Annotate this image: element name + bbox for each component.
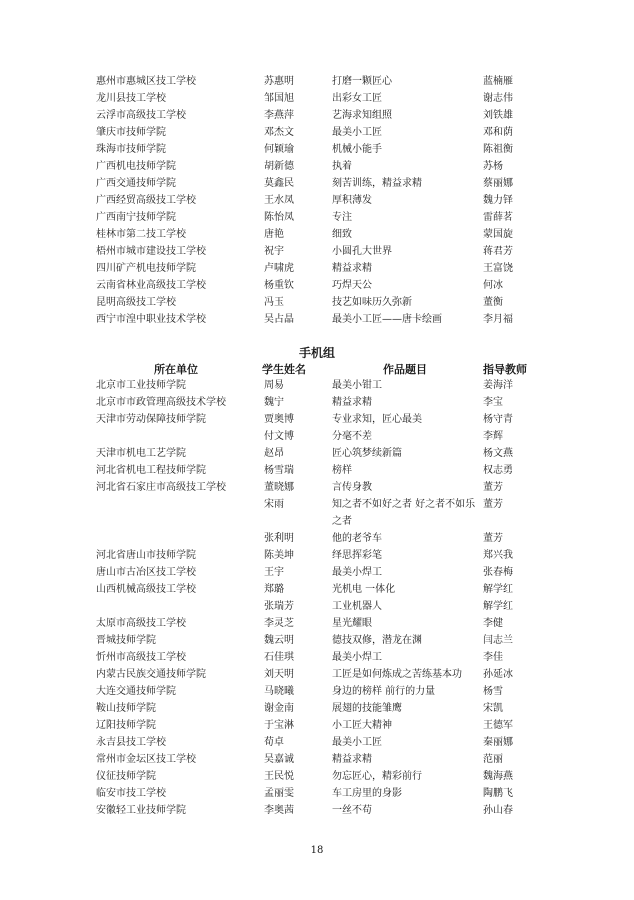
school-cell: 珠海市技师学院 bbox=[96, 144, 166, 155]
student-cell: 杨重钦 bbox=[264, 280, 294, 291]
header-teacher: 指导教师 bbox=[483, 363, 527, 376]
student-cell: 孟丽雯 bbox=[264, 788, 294, 799]
title-cell: 身边的榜样 前行的力量 bbox=[332, 686, 436, 697]
title-cell: 分毫不差 bbox=[332, 431, 372, 442]
teacher-cell: 范丽 bbox=[483, 754, 503, 765]
table-row bbox=[0, 311, 634, 328]
school-cell: 辽阳技师学院 bbox=[96, 720, 156, 731]
teacher-cell: 杨守青 bbox=[483, 414, 513, 425]
title-cell: 匠心筑梦续新篇 bbox=[332, 448, 402, 459]
teacher-cell: 魏海燕 bbox=[483, 771, 513, 782]
title-cell: 精益求精 bbox=[332, 397, 372, 408]
title-cell: 勿忘匠心，精彩前行 bbox=[332, 771, 422, 782]
teacher-cell: 王德军 bbox=[483, 720, 513, 731]
school-cell: 广西交通技师学院 bbox=[96, 178, 176, 189]
school-cell: 北京市市政管理高级技术学校 bbox=[96, 397, 226, 408]
title-cell: 小圆孔大世界 bbox=[332, 246, 392, 257]
school-cell: 天津市机电工艺学院 bbox=[96, 448, 186, 459]
table-row bbox=[0, 632, 634, 649]
title-cell: 最美小工匠 bbox=[332, 127, 382, 138]
title-cell: 知之者不如好之者 好之者不如乐之者 bbox=[332, 499, 476, 527]
student-cell: 莫鑫民 bbox=[264, 178, 294, 189]
title-cell: 光机电 一体化 bbox=[332, 584, 396, 595]
school-cell: 惠州市惠城区技工学校 bbox=[96, 76, 196, 87]
header-title: 作品题目 bbox=[383, 363, 427, 376]
teacher-cell: 董芳 bbox=[483, 499, 503, 510]
table-row bbox=[0, 294, 634, 311]
student-cell: 马晓曦 bbox=[264, 686, 294, 697]
school-cell: 临安市技工学校 bbox=[96, 788, 166, 799]
school-cell: 太原市高级技工学校 bbox=[96, 618, 186, 629]
table-row bbox=[0, 243, 634, 260]
school-cell: 大连交通技师学院 bbox=[96, 686, 176, 697]
table-row bbox=[0, 683, 634, 700]
school-cell: 山西机械高级技工学校 bbox=[96, 584, 196, 595]
teacher-cell: 闫志兰 bbox=[483, 635, 513, 646]
table-row bbox=[0, 445, 634, 462]
title-cell: 专业求知，匠心最美 bbox=[332, 414, 422, 425]
table-row bbox=[0, 260, 634, 277]
title-cell: 一丝不苟 bbox=[332, 805, 372, 816]
student-cell: 苏惠明 bbox=[264, 76, 294, 87]
title-cell: 星光耀眼 bbox=[332, 618, 372, 629]
student-cell: 邹国旭 bbox=[264, 93, 294, 104]
teacher-cell: 蔡丽娜 bbox=[483, 178, 513, 189]
teacher-cell: 李月福 bbox=[483, 314, 513, 325]
table-row bbox=[0, 158, 634, 175]
student-cell: 张利明 bbox=[264, 533, 294, 544]
student-cell: 祝宇 bbox=[264, 246, 284, 257]
table-row bbox=[0, 479, 634, 496]
title-cell: 言传身教 bbox=[332, 482, 372, 493]
table-row bbox=[0, 530, 634, 547]
table-row bbox=[0, 717, 634, 734]
teacher-cell: 杨文燕 bbox=[483, 448, 513, 459]
table-row bbox=[0, 107, 634, 124]
student-cell: 胡新德 bbox=[264, 161, 294, 172]
student-cell: 陈美坤 bbox=[264, 550, 294, 561]
title-cell: 厚积薄发 bbox=[332, 195, 372, 206]
school-cell: 广西经贸高级技工学校 bbox=[96, 195, 196, 206]
student-cell: 董晓娜 bbox=[264, 482, 294, 493]
student-cell: 李燕萍 bbox=[264, 110, 294, 121]
student-cell: 付文博 bbox=[264, 431, 294, 442]
teacher-cell: 孙山春 bbox=[483, 805, 513, 816]
student-cell: 贾奥博 bbox=[264, 414, 294, 425]
student-cell: 张瑞芳 bbox=[264, 601, 294, 612]
page-number: 18 bbox=[310, 845, 324, 856]
awards-table-continued bbox=[0, 73, 634, 328]
teacher-cell: 郑兴我 bbox=[483, 550, 513, 561]
student-cell: 谢金南 bbox=[264, 703, 294, 714]
table-row bbox=[0, 802, 634, 819]
teacher-cell: 蓝楠雁 bbox=[483, 76, 513, 87]
table-row bbox=[0, 751, 634, 768]
school-cell: 晋城技师学院 bbox=[96, 635, 156, 646]
teacher-cell: 孙延冰 bbox=[483, 669, 513, 680]
student-cell: 赵昂 bbox=[264, 448, 284, 459]
section-title: 手机组 bbox=[298, 346, 335, 360]
title-cell: 专注 bbox=[332, 212, 352, 223]
teacher-cell: 董芳 bbox=[483, 482, 503, 493]
school-cell: 内蒙古民族交通技师学院 bbox=[96, 669, 206, 680]
school-cell: 河北省唐山市技师学院 bbox=[96, 550, 196, 561]
table-row bbox=[0, 175, 634, 192]
teacher-cell: 邓和荫 bbox=[483, 127, 513, 138]
title-cell: 精益求精 bbox=[332, 263, 372, 274]
table-row bbox=[0, 564, 634, 581]
student-cell: 卢啸虎 bbox=[264, 263, 294, 274]
teacher-cell: 姜海洋 bbox=[483, 380, 513, 391]
school-cell: 永吉县技工学校 bbox=[96, 737, 166, 748]
table-row bbox=[0, 277, 634, 294]
school-cell: 云南省林业高级技工学校 bbox=[96, 280, 206, 291]
student-cell: 李灵芝 bbox=[264, 618, 294, 629]
table-row bbox=[0, 666, 634, 683]
header-school: 所在单位 bbox=[154, 363, 198, 376]
title-cell: 艺海求知组照 bbox=[332, 110, 392, 121]
school-cell: 桂林市第二技工学校 bbox=[96, 229, 186, 240]
school-cell: 云浮市高级技工学校 bbox=[96, 110, 186, 121]
teacher-cell: 刘铁雄 bbox=[483, 110, 513, 121]
student-cell: 王水凤 bbox=[264, 195, 294, 206]
title-cell: 工匠是如何炼成之苦练基本功 bbox=[332, 669, 462, 680]
table-row bbox=[0, 209, 634, 226]
title-cell: 出彩女工匠 bbox=[332, 93, 382, 104]
title-cell: 精益求精 bbox=[332, 754, 372, 765]
teacher-cell: 杨雪 bbox=[483, 686, 503, 697]
school-cell: 西宁市湟中职业技术学校 bbox=[96, 314, 206, 325]
student-cell: 李奥茜 bbox=[264, 805, 294, 816]
table-row bbox=[0, 700, 634, 717]
title-cell: 巧焊天公 bbox=[332, 280, 372, 291]
school-cell: 唐山市古冶区技工学校 bbox=[96, 567, 196, 578]
student-cell: 陈怡凤 bbox=[264, 212, 294, 223]
teacher-cell: 魏力铎 bbox=[483, 195, 513, 206]
title-cell: 最美小焊工 bbox=[332, 567, 382, 578]
title-cell: 刻苦训练，精益求精 bbox=[332, 178, 422, 189]
title-cell: 技艺如味历久弥新 bbox=[332, 297, 412, 308]
table-row bbox=[0, 462, 634, 479]
title-cell: 绎思挥彩笔 bbox=[332, 550, 382, 561]
school-cell: 鞍山技师学院 bbox=[96, 703, 156, 714]
student-cell: 魏云明 bbox=[264, 635, 294, 646]
student-cell: 石佳琪 bbox=[264, 652, 294, 663]
teacher-cell: 陶鹏飞 bbox=[483, 788, 513, 799]
school-cell: 昆明高级技工学校 bbox=[96, 297, 176, 308]
teacher-cell: 何冰 bbox=[483, 280, 503, 291]
school-cell: 河北省石家庄市高级技工学校 bbox=[96, 482, 226, 493]
table-row bbox=[0, 226, 634, 243]
student-cell: 王宇 bbox=[264, 567, 284, 578]
school-cell: 仪征技师学院 bbox=[96, 771, 156, 782]
school-cell: 常州市金坛区技工学校 bbox=[96, 754, 196, 765]
student-cell: 魏宁 bbox=[264, 397, 284, 408]
student-cell: 周易 bbox=[264, 380, 284, 391]
student-cell: 何颖瑜 bbox=[264, 144, 294, 155]
title-cell: 执着 bbox=[332, 161, 352, 172]
teacher-cell: 权志勇 bbox=[483, 465, 513, 476]
table-row bbox=[0, 496, 634, 530]
title-cell: 小工匠大精神 bbox=[332, 720, 392, 731]
student-cell: 吴嘉诚 bbox=[264, 754, 294, 765]
title-cell: 最美小工匠——唐卡绘画 bbox=[332, 314, 442, 325]
student-cell: 吴占晶 bbox=[264, 314, 294, 325]
title-cell: 机械小能手 bbox=[332, 144, 382, 155]
teacher-cell: 陈祖衡 bbox=[483, 144, 513, 155]
table-row bbox=[0, 124, 634, 141]
teacher-cell: 谢志伟 bbox=[483, 93, 513, 104]
teacher-cell: 解学红 bbox=[483, 584, 513, 595]
title-cell: 德技双修，潜龙在渊 bbox=[332, 635, 422, 646]
table-row bbox=[0, 73, 634, 90]
teacher-cell: 董芳 bbox=[483, 533, 503, 544]
table-row bbox=[0, 785, 634, 802]
teacher-cell: 苏杨 bbox=[483, 161, 503, 172]
teacher-cell: 李佳 bbox=[483, 652, 503, 663]
title-cell: 最美小工匠 bbox=[332, 737, 382, 748]
teacher-cell: 李宝 bbox=[483, 397, 503, 408]
student-cell: 荀卓 bbox=[264, 737, 284, 748]
teacher-cell: 秦丽娜 bbox=[483, 737, 513, 748]
table-row bbox=[0, 734, 634, 751]
school-cell: 天津市劳动保障技师学院 bbox=[96, 414, 206, 425]
title-cell: 榜样 bbox=[332, 465, 352, 476]
title-cell: 打磨一颗匠心 bbox=[332, 76, 392, 87]
school-cell: 安徽轻工业技师学院 bbox=[96, 805, 186, 816]
teacher-cell: 李健 bbox=[483, 618, 503, 629]
school-cell: 广西南宁技师学院 bbox=[96, 212, 176, 223]
title-cell: 最美小钳工 bbox=[332, 380, 382, 391]
table-row bbox=[0, 598, 634, 615]
school-cell: 肇庆市技师学院 bbox=[96, 127, 166, 138]
title-cell: 工业机器人 bbox=[332, 601, 382, 612]
title-cell: 最美小焊工 bbox=[332, 652, 382, 663]
school-cell: 四川矿产机电技师学院 bbox=[96, 263, 196, 274]
school-cell: 河北省机电工程技师学院 bbox=[96, 465, 206, 476]
header-student: 学生姓名 bbox=[262, 363, 306, 376]
table-row bbox=[0, 141, 634, 158]
table-row bbox=[0, 90, 634, 107]
student-cell: 冯玉 bbox=[264, 297, 284, 308]
table-row bbox=[0, 192, 634, 209]
table-row bbox=[0, 649, 634, 666]
title-cell: 他的老爷车 bbox=[332, 533, 382, 544]
student-cell: 刘天明 bbox=[264, 669, 294, 680]
student-cell: 杨雪瑞 bbox=[264, 465, 294, 476]
student-cell: 宋雨 bbox=[264, 499, 284, 510]
table-row bbox=[0, 411, 634, 428]
table-row bbox=[0, 428, 634, 445]
school-cell: 广西机电技师学院 bbox=[96, 161, 176, 172]
student-cell: 唐艳 bbox=[264, 229, 284, 240]
student-cell: 邓杰文 bbox=[264, 127, 294, 138]
student-cell: 郑璐 bbox=[264, 584, 284, 595]
teacher-cell: 雷薛茗 bbox=[483, 212, 513, 223]
student-cell: 王民悦 bbox=[264, 771, 294, 782]
title-cell: 细致 bbox=[332, 229, 352, 240]
school-cell: 龙川县技工学校 bbox=[96, 93, 166, 104]
student-cell: 于宝淋 bbox=[264, 720, 294, 731]
teacher-cell: 蒙国旋 bbox=[483, 229, 513, 240]
table-row bbox=[0, 581, 634, 598]
table-row bbox=[0, 394, 634, 411]
school-cell: 梧州市城市建设技工学校 bbox=[96, 246, 206, 257]
school-cell: 北京市工业技师学院 bbox=[96, 380, 186, 391]
table-row bbox=[0, 615, 634, 632]
teacher-cell: 解学红 bbox=[483, 601, 513, 612]
table-row bbox=[0, 377, 634, 394]
title-cell: 展翅的技能雏鹰 bbox=[332, 703, 402, 714]
teacher-cell: 张春梅 bbox=[483, 567, 513, 578]
teacher-cell: 李辉 bbox=[483, 431, 503, 442]
teacher-cell: 王富饶 bbox=[483, 263, 513, 274]
teacher-cell: 蒋君芳 bbox=[483, 246, 513, 257]
table-row bbox=[0, 768, 634, 785]
table-row bbox=[0, 547, 634, 564]
school-cell: 忻州市高级技工学校 bbox=[96, 652, 186, 663]
teacher-cell: 董衡 bbox=[483, 297, 503, 308]
title-cell: 车工房里的身影 bbox=[332, 788, 402, 799]
table-header bbox=[0, 362, 634, 378]
teacher-cell: 宋凯 bbox=[483, 703, 503, 714]
phone-group-table bbox=[0, 377, 634, 819]
